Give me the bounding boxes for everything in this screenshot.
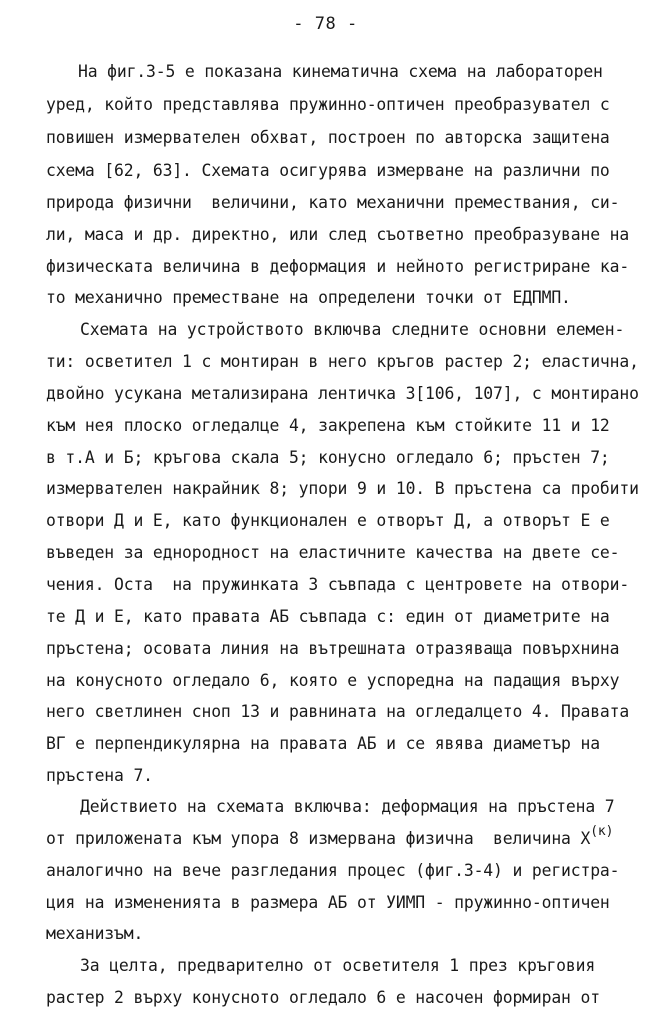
- text-line: растер 2 върху конусното огледало 6 е насочен формиран от: [46, 988, 600, 1007]
- text-line: физическата величина в деформация и нейното регистриране ка-: [46, 257, 630, 276]
- text-line: природа физични величини, като механични премествания, си-: [46, 193, 620, 212]
- text-line-content: от приложената към упора 8 измервана физична величина X: [46, 829, 591, 848]
- text-line: на конусното огледало 6, която е успоредна на падащия върху: [46, 671, 620, 690]
- text-line: Схемата на устройството включва следните основни елемен-: [80, 320, 625, 339]
- text-line: ли, маса и др. директно, или след съответно преобразуване на: [46, 225, 630, 244]
- text-line: аналогично на вече разгледания процес (фиг.3-4) и регистра-: [46, 861, 620, 880]
- text-line: повишен измервателен обхват, построен по авторска защитена: [46, 128, 610, 147]
- text-line: [46, 824, 614, 851]
- text-line: На фиг.3-5 е показана кинематична схема на лабораторен: [78, 62, 603, 81]
- text-line: механизъм.: [46, 924, 144, 943]
- text-line: измервателен накрайник 8; упори 9 и 10. В пръстена са пробити: [46, 479, 639, 498]
- text-line: чения. Оста на пружинката 3 съвпада с центровете на отвори-: [46, 575, 630, 594]
- text-line: ти: осветител 1 с монтиран в него кръгов растер 2; еластична,: [46, 352, 639, 371]
- text-line: към нея плоско огледалце 4, закрепена към стойките 11 и 12: [46, 416, 610, 435]
- text-line: пръстена 7.: [46, 766, 153, 785]
- text-line: За целта, предварително от осветителя 1 през кръговия: [80, 956, 596, 975]
- page-number: - 78 -: [293, 14, 358, 34]
- text-line: уред, който представлява пружинно-оптичен преобразувател с: [46, 95, 610, 114]
- text-line: пръстена; осовата линия на вътрешната отразяваща повърхнина: [46, 639, 620, 658]
- text-line: ВГ е перпендикулярна на правата АБ и се явява диаметър на: [46, 734, 600, 753]
- text-line: схема [62, 63]. Схемата осигурява измерване на различни по: [46, 161, 610, 180]
- text-line: въведен за еднородност на еластичните качества на двете се-: [46, 543, 620, 562]
- text-line: ция на измененията в размера АБ от УИМП - пружинно-оптичен: [46, 893, 610, 912]
- superscript: (к): [590, 824, 614, 839]
- text-line: отвори Д и Е, като функционален е отворът Д, а отворът Е е: [46, 511, 610, 530]
- text-line: Действието на схемата включва: деформация на пръстена 7: [80, 797, 615, 816]
- text-line: двойно усукана метализирана лентичка 3[106, 107], с монтирано: [46, 384, 639, 403]
- text-line: то механично преместване на определени точки от ЕДПМП.: [46, 288, 571, 307]
- text-line: те Д и Е, като правата АБ съвпада с: един от диаметрите на: [46, 607, 610, 626]
- text-line: в т.А и Б; кръгова скала 5; конусно огледало 6; пръстен 7;: [46, 448, 610, 467]
- text-line: него светлинен сноп 13 и равнината на огледалцето 4. Правата: [46, 702, 630, 721]
